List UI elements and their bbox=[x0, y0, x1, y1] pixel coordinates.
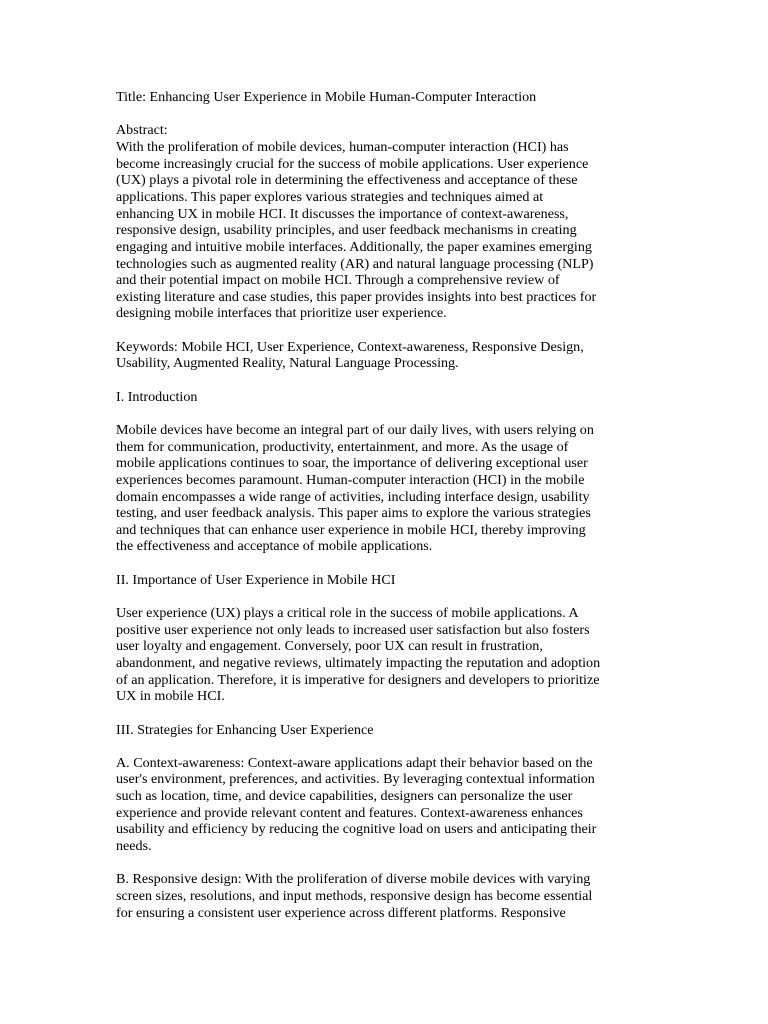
abstract-heading: Abstract: bbox=[116, 122, 168, 139]
paper-title: Title: Enhancing User Experience in Mobile Human-Computer Interaction bbox=[116, 89, 537, 105]
responsive-design-text: B. Responsive design: With the proliferation of diverse mobile devices with varying screen sizes, resolutions, and input methods, responsive design has become essential for ensuring a consistent user experience across different platforms. Responsive bbox=[116, 871, 593, 921]
section-heading-introduction: I. Introduction bbox=[116, 388, 198, 405]
document-body bbox=[116, 89, 652, 938]
abstract-text: With the proliferation of mobile devices, human-computer interaction (HCI) has become increasingly crucial for the success of mobile applications. User experience (UX) plays a pivotal role in determining the effectiveness and acceptance of these applications. This paper explores various strategies and techniques aimed at enhancing UX in mobile HCI. It discusses the importance of context-awareness, responsive design, usability principles, and user feedback mechanisms in creating engaging and intuitive mobile interfaces. Additionally, the paper examines emerging technologies such as augmented reality (AR) and natural language processing (NLP) and their potential impact on mobile HCI. Through a comprehensive review of existing literature and case studies, this paper provides insights into best practices for designing mobile interfaces that prioritize user experience. bbox=[116, 138, 597, 322]
importance-text: User experience (UX) plays a critical role in the success of mobile applications. A positive user experience not only leads to increased user satisfaction but also fosters user loyalty and engagement. Conversely, poor UX can result in frustration, abandonment, and negative reviews, ultimately impacting the reputation and adoption of an application. Therefore, it is imperative for designers and developers to prioritize UX in mobile HCI. bbox=[116, 604, 601, 705]
keywords-text: Keywords: Mobile HCI, User Experience, Context-awareness, Responsive Design, Usability, Augmented Reality, Natural Language Processing. bbox=[116, 338, 584, 372]
section-heading-strategies: III. Strategies for Enhancing User Experience bbox=[116, 721, 374, 738]
context-awareness-text: A. Context-awareness: Context-aware applications adapt their behavior based on the user's environment, preferences, and activities. By leveraging contextual information such as location, time, and device capabilities, designers can personalize the user experience and provide relevant content and features. Context-awareness enhances usability and efficiency by reducing the cognitive load on users and anticipating their needs. bbox=[116, 754, 597, 855]
introduction-text: Mobile devices have become an integral part of our daily lives, with users relying on them for communication, productivity, entertainment, and more. As the usage of mobile applications continues to soar, the importance of delivering exceptional user experiences becomes paramount. Human-computer interaction (HCI) in the mobile domain encompasses a wide range of activities, including interface design, usability testing, and user feedback analysis. This paper aims to explore the various strategies and techniques that can enhance user experience in mobile HCI, thereby improving the effectiveness and acceptance of mobile applications. bbox=[116, 421, 594, 555]
section-heading-importance: II. Importance of User Experience in Mobile HCI bbox=[116, 571, 396, 588]
